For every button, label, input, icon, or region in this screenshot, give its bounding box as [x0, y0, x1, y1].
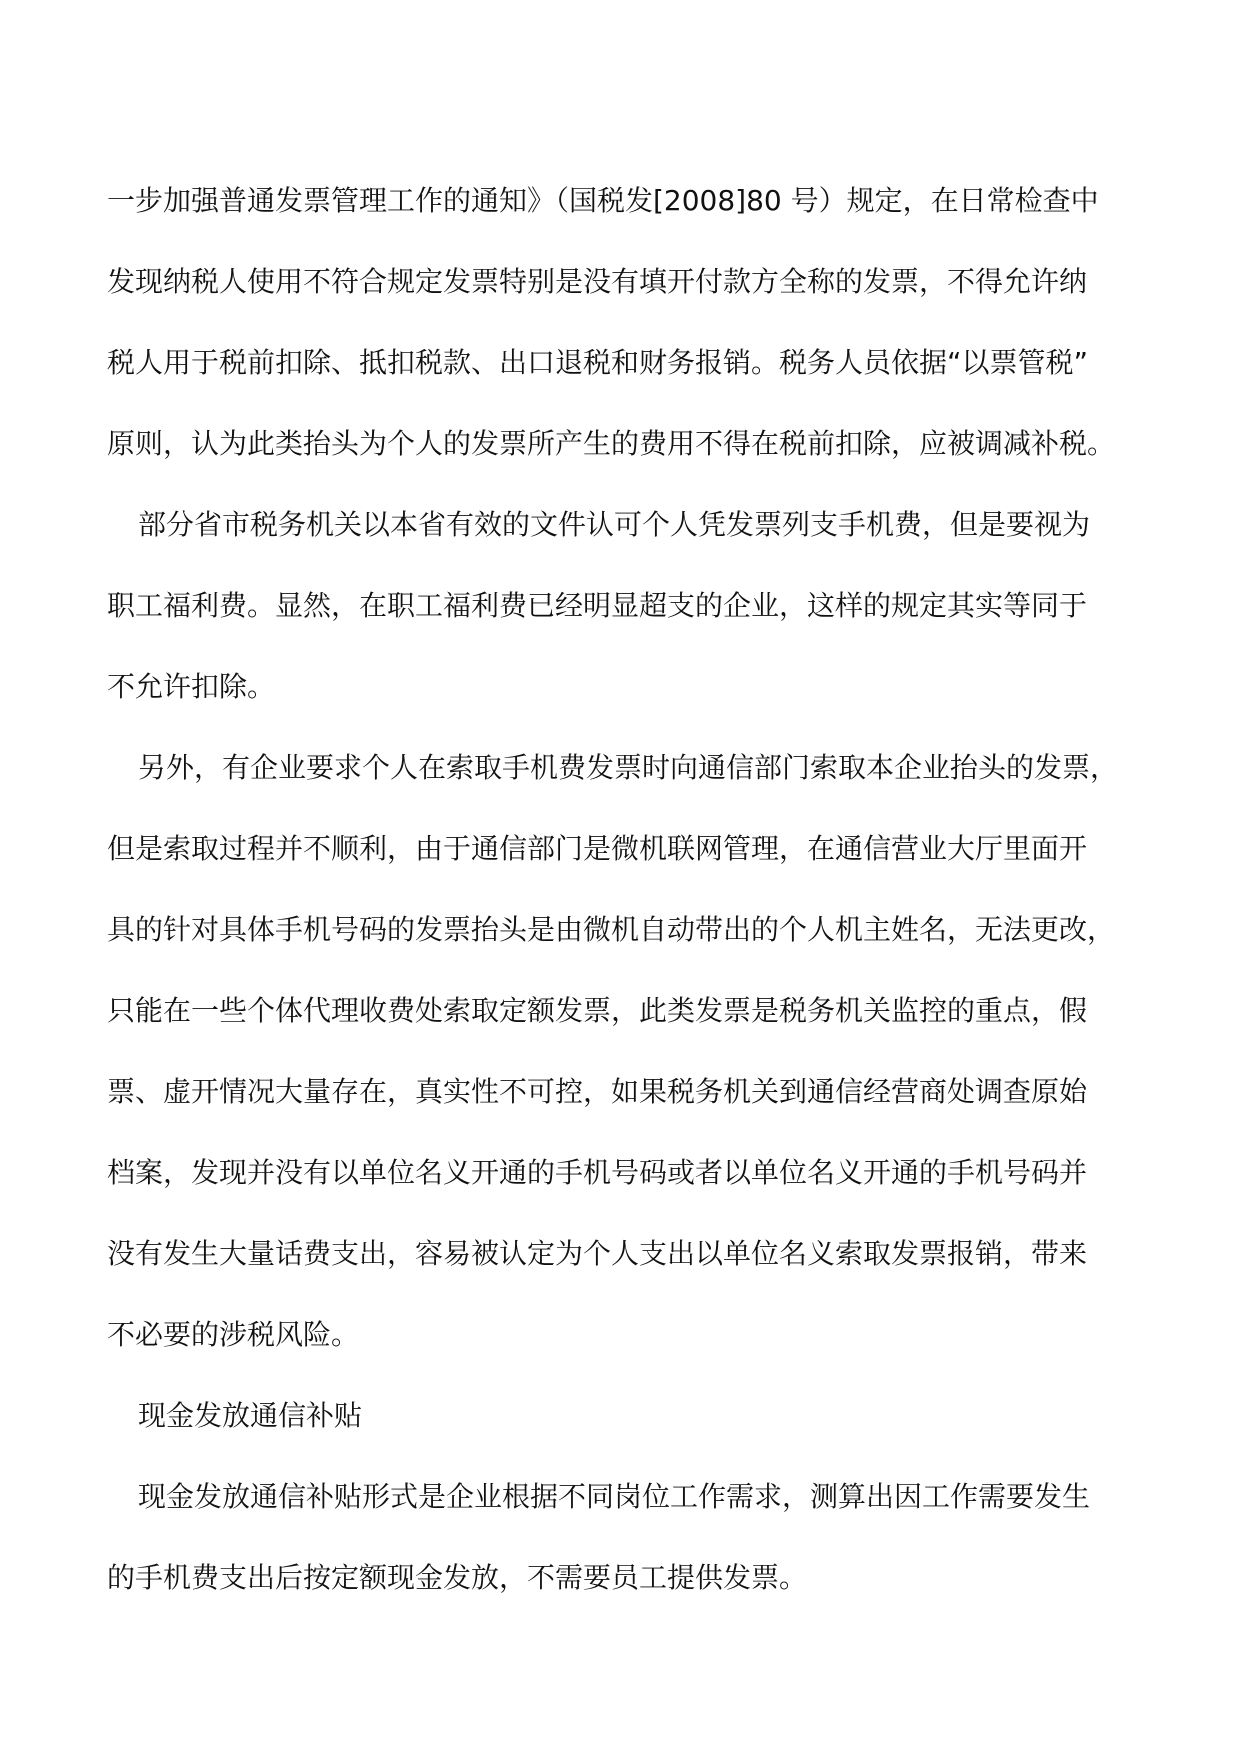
paragraph-first-line: 现金发放通信补贴形式是企业根据不同岗位工作需求，测算出因工作需要发生	[138, 1480, 1091, 1513]
text-line: 档案，发现并没有以单位名义开通的手机号码或者以单位名义开通的手机号码并	[107, 1156, 1088, 1189]
text-line: 票、虚开情况大量存在，真实性不可控，如果税务机关到通信经营商处调查原始	[107, 1075, 1088, 1108]
text-line: 的手机费支出后按定额现金发放，不需要员工提供发票。	[107, 1561, 808, 1594]
text-line: 原则，认为此类抬头为个人的发票所产生的费用不得在税前扣除，应被调减补税。	[107, 427, 1116, 460]
paragraph-first-line: 另外，有企业要求个人在索取手机费发票时向通信部门索取本企业抬头的发票，	[138, 751, 1119, 784]
text-line: 没有发生大量话费支出，容易被认定为个人支出以单位名义索取发票报销，带来	[107, 1237, 1088, 1270]
text-line: 不必要的涉税风险。	[107, 1318, 360, 1351]
text-line: 发现纳税人使用不符合规定发票特别是没有填开付款方全称的发票，不得允许纳	[107, 265, 1088, 298]
text-line: 税人用于税前扣除、抵扣税款、出口退税和财务报销。税务人员依据“以票管税”	[107, 346, 1089, 379]
text-line: 只能在一些个体代理收费处索取定额发票，此类发票是税务机关监控的重点，假	[107, 994, 1088, 1027]
text-line: 不允许扣除。	[107, 670, 276, 703]
text-line: 但是索取过程并不顺利，由于通信部门是微机联网管理，在通信营业大厅里面开	[107, 832, 1088, 865]
text-line: 具的针对具体手机号码的发票抬头是由微机自动带出的个人机主姓名，无法更改，	[107, 913, 1116, 946]
paragraph-first-line: 部分省市税务机关以本省有效的文件认可个人凭发票列支手机费，但是要视为	[138, 508, 1091, 541]
text-line: 一步加强普通发票管理工作的通知》（国税发[2008]80 号）规定，在日常检查中	[107, 184, 1099, 217]
document-body	[107, 160, 1137, 1618]
text-line: 职工福利费。显然，在职工福利费已经明显超支的企业，这样的规定其实等同于	[107, 589, 1088, 622]
section-heading: 现金发放通信补贴	[138, 1399, 363, 1432]
